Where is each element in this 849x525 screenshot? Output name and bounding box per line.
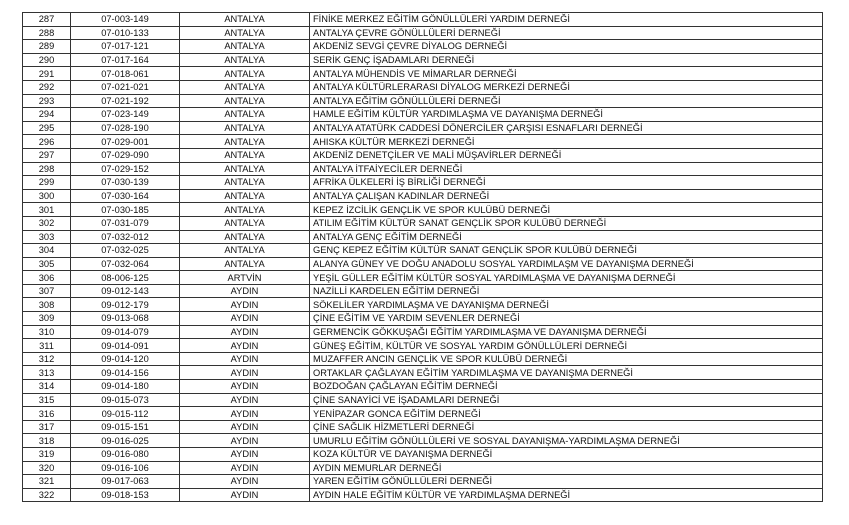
row-number-cell: 307 [23, 284, 71, 298]
table-row [23, 94, 823, 108]
row-number-cell: 309 [23, 312, 71, 326]
row-number-cell: 288 [23, 26, 71, 40]
table-row [23, 312, 823, 326]
city-name-cell: ANTALYA [180, 216, 310, 230]
registry-code-cell: 07-032-064 [71, 257, 180, 271]
registry-code-cell: 09-016-025 [71, 434, 180, 448]
registry-code-cell: 07-030-139 [71, 176, 180, 190]
association-name-cell: SERİK GENÇ İŞADAMLARI DERNEĞİ [310, 53, 823, 67]
association-name-cell: KOZA KÜLTÜR VE DAYANIŞMA DERNEĞİ [310, 448, 823, 462]
table-row [23, 13, 823, 27]
registry-code-cell: 09-013-068 [71, 312, 180, 326]
association-name-cell: AFRİKA ÜLKELERİ İŞ BİRLİĞİ DERNEĞİ [310, 176, 823, 190]
table-row [23, 380, 823, 394]
table-row [23, 298, 823, 312]
table-row [23, 420, 823, 434]
row-number-cell: 289 [23, 40, 71, 54]
city-name-cell: ANTALYA [180, 53, 310, 67]
city-name-cell: ANTALYA [180, 108, 310, 122]
row-number-cell: 300 [23, 189, 71, 203]
associations-table [22, 12, 823, 502]
registry-code-cell: 07-010-133 [71, 26, 180, 40]
table-body [23, 13, 823, 502]
table-row [23, 461, 823, 475]
association-name-cell: ANTALYA ÇALIŞAN KADINLAR DERNEĞİ [310, 189, 823, 203]
table-row [23, 67, 823, 81]
association-name-cell: UMURLU EĞİTİM GÖNÜLLÜLERİ VE SOSYAL DAYANIŞMA-YARDIMLAŞMA DERNEĞİ [310, 434, 823, 448]
association-name-cell: ANTALYA EĞİTİM GÖNÜLLÜLERİ DERNEĞİ [310, 94, 823, 108]
registry-code-cell: 09-014-180 [71, 380, 180, 394]
row-number-cell: 306 [23, 271, 71, 285]
city-name-cell: AYDIN [180, 352, 310, 366]
row-number-cell: 314 [23, 380, 71, 394]
registry-code-cell: 09-016-080 [71, 448, 180, 462]
table-row [23, 475, 823, 489]
city-name-cell: AYDIN [180, 380, 310, 394]
registry-code-cell: 07-031-079 [71, 216, 180, 230]
row-number-cell: 310 [23, 325, 71, 339]
registry-code-cell: 09-012-143 [71, 284, 180, 298]
table-row [23, 40, 823, 54]
city-name-cell: AYDIN [180, 461, 310, 475]
city-name-cell: AYDIN [180, 393, 310, 407]
row-number-cell: 292 [23, 80, 71, 94]
city-name-cell: ANTALYA [180, 135, 310, 149]
association-name-cell: YENİPAZAR GONCA EĞİTİM DERNEĞİ [310, 407, 823, 421]
registry-code-cell: 07-032-025 [71, 244, 180, 258]
table-row [23, 162, 823, 176]
registry-code-cell: 07-029-001 [71, 135, 180, 149]
registry-code-cell: 09-015-151 [71, 420, 180, 434]
registry-code-cell: 07-028-190 [71, 121, 180, 135]
association-name-cell: ÇİNE SANAYİCİ VE İŞADAMLARI DERNEĞİ [310, 393, 823, 407]
table-row [23, 271, 823, 285]
association-name-cell: ANTALYA ATATÜRK CADDESİ DÖNERCİLER ÇARŞISI ESNAFLARI DERNEĞİ [310, 121, 823, 135]
row-number-cell: 302 [23, 216, 71, 230]
association-name-cell: ANTALYA GENÇ EĞİTİM DERNEĞİ [310, 230, 823, 244]
city-name-cell: AYDIN [180, 488, 310, 502]
association-name-cell: AHISKA KÜLTÜR MERKEZİ DERNEĞİ [310, 135, 823, 149]
table-row [23, 448, 823, 462]
association-name-cell: ÇİNE SAĞLIK HİZMETLERİ DERNEĞİ [310, 420, 823, 434]
table-row [23, 244, 823, 258]
association-name-cell: ÇİNE EĞİTİM VE YARDIM SEVENLER DERNEĞİ [310, 312, 823, 326]
registry-code-cell: 09-016-106 [71, 461, 180, 475]
association-name-cell: ANTALYA ÇEVRE GÖNÜLLÜLERİ DERNEĞİ [310, 26, 823, 40]
association-name-cell: ANTALYA KÜLTÜRLERARASI DİYALOG MERKEZİ DERNEĞİ [310, 80, 823, 94]
association-name-cell: MUZAFFER ANCIN GENÇLİK VE SPOR KULÜBÜ DERNEĞİ [310, 352, 823, 366]
registry-code-cell: 09-014-120 [71, 352, 180, 366]
table-row [23, 339, 823, 353]
row-number-cell: 291 [23, 67, 71, 81]
registry-code-cell: 09-017-063 [71, 475, 180, 489]
association-name-cell: ALANYA GÜNEY VE DOĞU ANADOLU SOSYAL YARDIMLAŞM VE DAYANIŞMA DERNEĞİ [310, 257, 823, 271]
table-row [23, 108, 823, 122]
registry-code-cell: 09-015-112 [71, 407, 180, 421]
city-name-cell: ANTALYA [180, 244, 310, 258]
association-name-cell: AKDENİZ SEVGİ ÇEVRE DİYALOG DERNEĞİ [310, 40, 823, 54]
row-number-cell: 313 [23, 366, 71, 380]
table-row [23, 434, 823, 448]
association-name-cell: AYDIN MEMURLAR DERNEĞİ [310, 461, 823, 475]
association-name-cell: GENÇ KEPEZ EĞİTİM KÜLTÜR SANAT GENÇLİK SPOR KULÜBÜ DERNEĞİ [310, 244, 823, 258]
city-name-cell: AYDIN [180, 284, 310, 298]
association-name-cell: ORTAKLAR ÇAĞLAYAN EĞİTİM YARDIMLAŞMA VE DAYANIŞMA DERNEĞİ [310, 366, 823, 380]
registry-code-cell: 07-021-021 [71, 80, 180, 94]
association-name-cell: FİNİKE MERKEZ EĞİTİM GÖNÜLLÜLERİ YARDIM DERNEĞİ [310, 13, 823, 27]
registry-code-cell: 08-006-125 [71, 271, 180, 285]
registry-code-cell: 07-029-152 [71, 162, 180, 176]
association-name-cell: AYDIN HALE EĞİTİM KÜLTÜR VE YARDIMLAŞMA DERNEĞİ [310, 488, 823, 502]
row-number-cell: 320 [23, 461, 71, 475]
table-row [23, 53, 823, 67]
association-name-cell: HAMLE EĞİTİM KÜLTÜR YARDIMLAŞMA VE DAYANIŞMA DERNEĞİ [310, 108, 823, 122]
row-number-cell: 311 [23, 339, 71, 353]
row-number-cell: 294 [23, 108, 71, 122]
row-number-cell: 293 [23, 94, 71, 108]
registry-code-cell: 09-014-156 [71, 366, 180, 380]
registry-code-cell: 09-012-179 [71, 298, 180, 312]
row-number-cell: 315 [23, 393, 71, 407]
city-name-cell: ANTALYA [180, 13, 310, 27]
table-row [23, 189, 823, 203]
association-name-cell: YAREN EĞİTİM GÖNÜLLÜLERİ DERNEĞİ [310, 475, 823, 489]
row-number-cell: 297 [23, 148, 71, 162]
city-name-cell: ANTALYA [180, 40, 310, 54]
row-number-cell: 287 [23, 13, 71, 27]
row-number-cell: 316 [23, 407, 71, 421]
city-name-cell: ANTALYA [180, 162, 310, 176]
table-row [23, 80, 823, 94]
row-number-cell: 308 [23, 298, 71, 312]
city-name-cell: ANTALYA [180, 148, 310, 162]
association-name-cell: YEŞİL GÜLLER EĞİTİM KÜLTÜR SOSYAL YARDIMLAŞMA VE DAYANIŞMA DERNEĞİ [310, 271, 823, 285]
table-row [23, 148, 823, 162]
table-row [23, 216, 823, 230]
association-name-cell: SÖKELİLER YARDIMLAŞMA VE DAYANIŞMA DERNEĞİ [310, 298, 823, 312]
registry-code-cell: 09-014-079 [71, 325, 180, 339]
row-number-cell: 312 [23, 352, 71, 366]
association-name-cell: BOZDOĞAN ÇAĞLAYAN EĞİTİM DERNEĞİ [310, 380, 823, 394]
row-number-cell: 298 [23, 162, 71, 176]
registry-code-cell: 07-017-121 [71, 40, 180, 54]
city-name-cell: AYDIN [180, 298, 310, 312]
row-number-cell: 318 [23, 434, 71, 448]
registry-code-cell: 09-014-091 [71, 339, 180, 353]
table-row [23, 26, 823, 40]
registry-code-cell: 07-029-090 [71, 148, 180, 162]
city-name-cell: AYDIN [180, 325, 310, 339]
city-name-cell: ANTALYA [180, 121, 310, 135]
row-number-cell: 305 [23, 257, 71, 271]
table-row [23, 176, 823, 190]
table-row [23, 121, 823, 135]
row-number-cell: 299 [23, 176, 71, 190]
city-name-cell: ARTVİN [180, 271, 310, 285]
table-row [23, 284, 823, 298]
city-name-cell: ANTALYA [180, 94, 310, 108]
table-row [23, 325, 823, 339]
city-name-cell: AYDIN [180, 475, 310, 489]
registry-code-cell: 07-030-185 [71, 203, 180, 217]
association-name-cell: KEPEZ İZCİLİK GENÇLİK VE SPOR KULÜBÜ DERNEĞİ [310, 203, 823, 217]
city-name-cell: ANTALYA [180, 80, 310, 94]
table-row [23, 407, 823, 421]
row-number-cell: 303 [23, 230, 71, 244]
row-number-cell: 321 [23, 475, 71, 489]
registry-code-cell: 07-003-149 [71, 13, 180, 27]
city-name-cell: AYDIN [180, 312, 310, 326]
city-name-cell: ANTALYA [180, 230, 310, 244]
table-row [23, 230, 823, 244]
table-row [23, 366, 823, 380]
association-name-cell: ANTALYA MÜHENDİS VE MİMARLAR DERNEĞİ [310, 67, 823, 81]
registry-code-cell: 07-017-164 [71, 53, 180, 67]
table-row [23, 352, 823, 366]
row-number-cell: 322 [23, 488, 71, 502]
registry-code-cell: 07-018-061 [71, 67, 180, 81]
city-name-cell: ANTALYA [180, 203, 310, 217]
registry-code-cell: 07-023-149 [71, 108, 180, 122]
city-name-cell: ANTALYA [180, 26, 310, 40]
association-name-cell: ATILIM EĞİTİM KÜLTÜR SANAT GENÇLİK SPOR KULÜBÜ DERNEĞİ [310, 216, 823, 230]
row-number-cell: 295 [23, 121, 71, 135]
row-number-cell: 301 [23, 203, 71, 217]
association-name-cell: ANTALYA İTFAİYECİLER DERNEĞİ [310, 162, 823, 176]
city-name-cell: AYDIN [180, 448, 310, 462]
city-name-cell: AYDIN [180, 366, 310, 380]
city-name-cell: AYDIN [180, 420, 310, 434]
association-name-cell: GERMENCİK GÖKKUŞAĞI EĞİTİM YARDIMLAŞMA VE DAYANIŞMA DERNEĞİ [310, 325, 823, 339]
registry-code-cell: 09-015-073 [71, 393, 180, 407]
city-name-cell: AYDIN [180, 434, 310, 448]
row-number-cell: 304 [23, 244, 71, 258]
city-name-cell: ANTALYA [180, 257, 310, 271]
table-row [23, 135, 823, 149]
registry-code-cell: 09-018-153 [71, 488, 180, 502]
association-name-cell: GÜNEŞ EĞİTİM, KÜLTÜR VE SOSYAL YARDIM GÖNÜLLÜLERİ DERNEĞİ [310, 339, 823, 353]
table-row [23, 203, 823, 217]
registry-code-cell: 07-021-192 [71, 94, 180, 108]
row-number-cell: 296 [23, 135, 71, 149]
association-name-cell: AKDENİZ DENETÇİLER VE MALİ MÜŞAVİRLER DERNEĞİ [310, 148, 823, 162]
table-row [23, 257, 823, 271]
city-name-cell: AYDIN [180, 407, 310, 421]
row-number-cell: 317 [23, 420, 71, 434]
association-name-cell: NAZİLLİ KARDELEN EĞİTİM DERNEĞİ [310, 284, 823, 298]
city-name-cell: ANTALYA [180, 176, 310, 190]
city-name-cell: ANTALYA [180, 189, 310, 203]
city-name-cell: ANTALYA [180, 67, 310, 81]
table-row [23, 488, 823, 502]
table-row [23, 393, 823, 407]
registry-code-cell: 07-032-012 [71, 230, 180, 244]
registry-code-cell: 07-030-164 [71, 189, 180, 203]
row-number-cell: 319 [23, 448, 71, 462]
city-name-cell: AYDIN [180, 339, 310, 353]
row-number-cell: 290 [23, 53, 71, 67]
